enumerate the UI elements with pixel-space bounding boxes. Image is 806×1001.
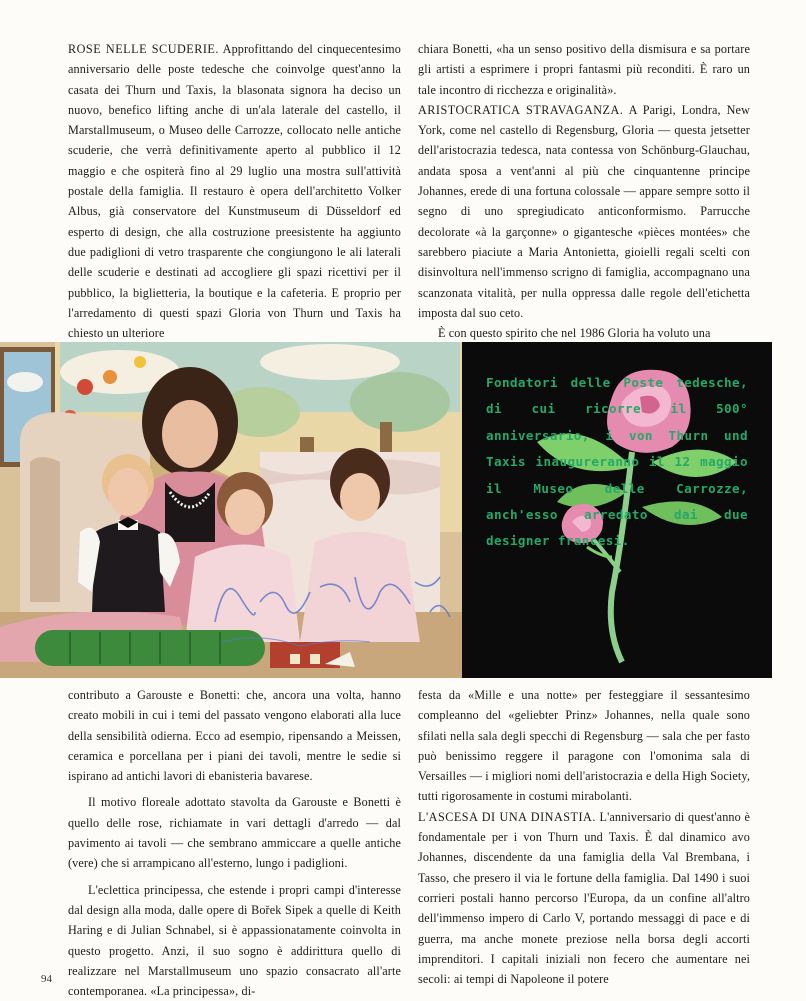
paragraph-text: Approfittando del cinquecentesimo anniversario delle poste tedesche che coinvolge quest'anno la casata dei Thurn und Taxis, la blasonata signora ha deciso un nuovo, benefico lifting anche di un'ala laterale del castello, il Marstallmuseum, o Museo delle Carrozze, collocato nelle antiche scuderie, che verrà definitivamente aperto al pubblico il 12 maggio e che ospiterà fino al 29 luglio una mostra sull'attività postale della famiglia. Il restauro è opera dell'architetto Volker Albus, già conservatore del Kunstmuseum di Düsseldorf ed esperto di design, che alla costruzione preesistente ha aggiunto due padiglioni di vetro trasparente che congiungono le ali laterali delle scuderie e destinati ad accogliere gli spazi ricettivi per il pubblico, la biglietteria, la boutique e la cafeteria. E proprio per l'arredamento di questi spazi Gloria von Thurn und Taxis ha chiesto un ulteriore xyxy=(68,42,401,341)
paragraph: L'eclettica principessa, che estende i propri campi d'interesse dal design alla moda, dalle opere di Bořek Sipek a quelle di Keith Haring e di Julian Schnabel, si è appassionatamente coinvolta in questo progetto. Anzi, il suo sogno è addirittura quello di realizzare nel Marstallmuseum uno spazio consacrato all'arte contemporanea. «La principessa», di- xyxy=(68,882,401,999)
paragraph: festa da «Mille e una notte» per festeggiare il sessantesimo compleanno del «geliebter Prinz» Johannes, nella quale sono sfilati nella sala degli specchi di Regensburg — sala che per fasto può benissimo reggere il paragone con l'omonima sala di Versailles — i migliori nomi dell'aristocrazia e della High Society, tutti rigorosamente in costumi mirabolanti. xyxy=(418,688,750,804)
paragraph-text: A Parigi, Londra, New York, come nel castello di Regensburg, Gloria — questa jetsetter dell'aristocrazia tedesca, nata contessa von Schönburg-Glauchau, andata sposa a vent'anni al più che cinquantenne principe Johannes, erede di una fortuna colossale — appare sempre sotto il segno di uno spregiudicato anticonformismo. Parrucche decolorate «à la garçonne» o gigantesche «pièces montées» che sarebbero piaciute a Maria Antonietta, gioielli regali scelti con disinvoltura nell'immenso scrigno di famiglia, accompagnano una scanzonata vitalità, per nulla oppressa dalle regole dell'etichetta imposta dal suo ceto. xyxy=(418,102,750,320)
paragraph-text: L'anniversario di quest'anno è fondamentale per i von Thurn und Taxis. È dal dinamico avo Johannes, discendente da una famiglia della Val Brembana, i Tasso, che presero il via le fortune della famiglia. Dal 1490 i suoi corrieri postali hanno percorso l'Europa, da un confine all'altro dell'immenso impero di Carlo V, portando messaggi di pace e di guerra, ma anche monete preziose nella borsa degli accorti imprenditori. I capitali iniziali non fecero che aumentare nei secoli: ai tempi di Napoleone il potere xyxy=(418,809,750,987)
family-photo xyxy=(0,342,462,678)
page-number: 94 xyxy=(41,973,52,985)
article-column-bottom-left xyxy=(68,685,401,1001)
section-heading: ROSE NELLE SCUDERIE. xyxy=(68,42,219,56)
paragraph xyxy=(418,807,750,990)
article-column-top-left xyxy=(68,39,401,343)
paragraph xyxy=(418,100,750,323)
section-heading: ARISTOCRATICA STRAVAGANZA. xyxy=(418,102,624,117)
photo-caption: Fondatori delle Poste tedesche, di cui ricorre il 500° anniversario, i von Thurn und Taxis inaugureranno il 12 maggio il Museo delle Carrozze, anch'esso arredato dai due designer francesi. xyxy=(486,375,748,549)
paragraph: contributo a Garouste e Bonetti: che, ancora una volta, hanno creato mobili in cui i temi del passato vengono elaborati alla luce della sensibilità odierna. Ecco ad esempio, ripensando a Meissen, ceramica e porcellana per i piani dei tavoli, mentre le sedie si ispirano ad antichi lavori di ebanisteria bavarese. xyxy=(68,688,401,784)
article-column-bottom-right xyxy=(418,685,750,989)
section-heading: L'ASCESA DI UNA DINASTIA. xyxy=(418,809,596,824)
article-column-top-right xyxy=(418,39,750,343)
caption-box xyxy=(462,342,772,678)
paragraph: È con questo spirito che nel 1986 Gloria ha voluto una xyxy=(438,326,711,341)
paragraph: Il motivo floreale adottato stavolta da Garouste e Bonetti è quello delle rose, richiamate in vari dettagli d'arredo — dal pavimento ai tavoli — che sembrano ammiccare a quelle antiche (vere) che si arrampicano all'esterno, lungo i padiglioni. xyxy=(68,795,401,871)
paragraph: chiara Bonetti, «ha un senso positivo della dismisura e sa portare gli artisti a esprimere i propri fantasmi più reconditi. È raro un tale incontro di ricchezza e originalità». xyxy=(418,42,750,97)
paragraph xyxy=(68,39,401,343)
